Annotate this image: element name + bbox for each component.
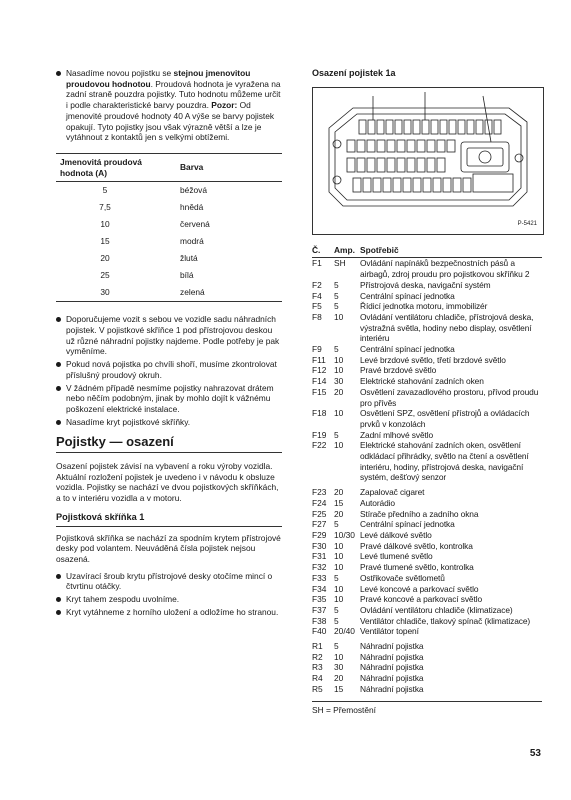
fuse-number: F33 bbox=[312, 572, 327, 583]
fuse-amperage: 20/40 bbox=[334, 626, 355, 637]
section-title: Pojistky — osazení bbox=[56, 437, 282, 453]
fuse-consumer: Zadní mlhové světlo bbox=[360, 429, 434, 440]
fuse-amperage: 5 bbox=[334, 641, 339, 652]
fuse-consumer: Ventilátor chladiče, tlakový spínač (klimatizace) bbox=[360, 615, 531, 626]
fuse-color: modrá bbox=[180, 236, 204, 247]
step-bullet bbox=[56, 607, 282, 618]
fuse-amperage: 5 bbox=[334, 279, 339, 290]
fuse-consumer: Pravé dálkové světlo, kontrolka bbox=[360, 540, 473, 551]
fuse-amperage: 10 bbox=[334, 311, 344, 322]
bullet-dot bbox=[56, 71, 61, 76]
fuse-consumer: Náhradní pojistka bbox=[360, 651, 424, 662]
fuse-consumer: Ovládání ventilátoru chladiče, přístrojová deska, výstražná světla, hodiny nebo display, osvětlení interiéru bbox=[360, 311, 534, 344]
fuse-number: F29 bbox=[312, 529, 327, 540]
fuse-amperage: 15 bbox=[334, 683, 344, 694]
fuse-consumer: Ostřikovače světlometů bbox=[360, 572, 445, 583]
section-paragraph: Osazení pojistek závisí na vybavení a roku výroby vozidla. Aktuální rozložení pojistek je uvedeno i v návodu k obsluze vozidla. Pojistky se nachází ve dvou pojistkových skříňkách, a to v interiéru vozidla a v motoru. bbox=[56, 461, 279, 504]
fuse-amperage: SH bbox=[334, 258, 346, 269]
bullet-dot bbox=[56, 386, 61, 391]
header-number: Č. bbox=[312, 244, 321, 255]
fuse-number: F37 bbox=[312, 604, 327, 615]
fuse-number: F5 bbox=[312, 301, 322, 312]
fuse-notes-list bbox=[56, 314, 282, 427]
fuse-row bbox=[312, 551, 542, 562]
fuse-list bbox=[312, 258, 542, 694]
fuse-amperage: 10 bbox=[334, 440, 344, 451]
page-number: 53 bbox=[529, 748, 541, 759]
bullet-dot bbox=[56, 574, 61, 579]
figure-title: Osazení pojistek 1a bbox=[312, 68, 396, 78]
fuse-amperage: 5 bbox=[334, 290, 339, 301]
fuse-number: F35 bbox=[312, 594, 327, 605]
steps-list bbox=[56, 571, 282, 618]
fuse-number: F32 bbox=[312, 562, 327, 573]
header-consumer: Spotřebič bbox=[360, 244, 399, 255]
note-bullet bbox=[56, 383, 282, 415]
fuse-number: F30 bbox=[312, 540, 327, 551]
fuse-amperage: 10 bbox=[334, 408, 344, 419]
bullet-dot bbox=[56, 362, 61, 367]
fuse-number: F23 bbox=[312, 487, 327, 498]
fuse-amperage: 5 bbox=[334, 615, 339, 626]
fuse-row bbox=[312, 573, 542, 584]
fuse-consumer: Centrální spínací jednotka bbox=[360, 519, 455, 530]
fuse-consumer: Ovládání ventilátoru chladiče (klimatizace) bbox=[360, 604, 513, 615]
fuse-row bbox=[312, 605, 542, 616]
fuse-consumer: Osvětlení SPZ, osvětlení přístrojů a ovládacích prvků v konzolách bbox=[360, 408, 530, 429]
fuse-amperage: 5 bbox=[334, 519, 339, 530]
fuse-table-header bbox=[312, 242, 542, 259]
fuse-amperage: 10/30 bbox=[334, 529, 355, 540]
fuse-number: F11 bbox=[312, 354, 326, 365]
note-bullet-text: Pokud nová pojistka po chvíli shoří, musíme zkontrolovat příslušný proudový okruh. bbox=[66, 359, 277, 380]
note-bullet-text: V žádném případě nesmíme pojistky nahrazovat drátem nebo něčím podobným, jinak by mohlo dojít k vážnému poškození elektrické instalace. bbox=[66, 382, 274, 414]
fuse-amperage: 5 bbox=[334, 429, 339, 440]
fuse-number: F34 bbox=[312, 583, 327, 594]
table-row bbox=[56, 199, 282, 216]
intro-text-prefix: Nasadíme novou pojistku se bbox=[66, 68, 174, 78]
fuse-consumer: Elektrické stahování zadních oken bbox=[360, 376, 484, 387]
note-bullet bbox=[56, 314, 282, 357]
fuse-amperage: 5 bbox=[334, 301, 339, 312]
fuse-consumer: Levé tlumené světlo bbox=[360, 551, 433, 562]
fuse-color: bílá bbox=[180, 270, 194, 281]
fuse-amperage: 5 bbox=[334, 344, 339, 355]
fuse-consumer: Levé dálkové světlo bbox=[360, 529, 432, 540]
fuse-row bbox=[312, 530, 542, 541]
step-bullet bbox=[56, 571, 282, 592]
amperage-value: 20 bbox=[100, 253, 110, 264]
fuse-number: F9 bbox=[312, 344, 322, 355]
fuse-box-drawing bbox=[313, 88, 543, 234]
fuse-number: F1 bbox=[312, 258, 322, 269]
fuse-consumer: Ovládání napínáků bezpečnostních pásů a airbagů, zdroj proudu pro pojistkovou skříňku 2 bbox=[360, 258, 530, 280]
fuse-row bbox=[312, 652, 542, 663]
fuse-consumer: Pravé brzdové světlo bbox=[360, 365, 437, 376]
bullet-dot bbox=[56, 420, 61, 425]
fuse-consumer: Levé brzdové světlo, třetí brzdové světlo bbox=[360, 354, 506, 365]
fuse-amperage: 10 bbox=[334, 562, 344, 573]
fuse-consumer: Levé koncové a parkovací světlo bbox=[360, 583, 479, 594]
fuse-row bbox=[312, 355, 542, 366]
fuse-row bbox=[312, 594, 542, 605]
fuse-number: F4 bbox=[312, 290, 322, 301]
fuse-box-figure bbox=[312, 87, 544, 235]
subsection-title: Pojistková skříňka 1 bbox=[56, 512, 282, 527]
fuse-row bbox=[312, 509, 542, 520]
fuse-color: béžová bbox=[180, 185, 208, 196]
fuse-color: hnědá bbox=[180, 202, 204, 213]
fuse-row bbox=[312, 641, 542, 652]
fuse-row bbox=[312, 673, 542, 684]
intro-bold-1: stejnou jmenovitou proudovou hodnotou bbox=[66, 68, 251, 89]
table-header-value: Jmenovitá proudová hodnota (A) bbox=[56, 153, 154, 181]
fuse-amperage: 10 bbox=[334, 365, 344, 376]
fuse-consumer: Náhradní pojistka bbox=[360, 662, 424, 673]
intro-bullet bbox=[56, 68, 282, 143]
fuse-row bbox=[312, 584, 542, 595]
fuse-amperage: 5 bbox=[334, 572, 339, 583]
fuse-row bbox=[312, 376, 542, 387]
fuse-amperage: 10 bbox=[334, 651, 344, 662]
fuse-amperage: 20 bbox=[334, 508, 344, 519]
fuse-row bbox=[312, 684, 542, 695]
fuse-row bbox=[312, 312, 542, 344]
fuse-number: R1 bbox=[312, 641, 323, 652]
table-row bbox=[56, 182, 282, 200]
fuse-row bbox=[312, 487, 542, 498]
fuse-number: F15 bbox=[312, 386, 327, 397]
fuse-consumer: Autorádio bbox=[360, 497, 395, 508]
fuse-color: zelená bbox=[154, 284, 282, 302]
fuse-amperage: 15 bbox=[334, 497, 344, 508]
step-bullet-text: Kryt vytáhneme z horního uložení a odložíme ho stranou. bbox=[66, 606, 279, 617]
fuse-number: F40 bbox=[312, 626, 327, 637]
amperage-value: 5 bbox=[102, 185, 108, 196]
note-bullet bbox=[56, 417, 282, 428]
fuse-consumer: Stírače předního a zadního okna bbox=[360, 508, 479, 519]
fuse-row bbox=[312, 519, 542, 530]
fuse-row bbox=[312, 258, 542, 279]
table-row bbox=[56, 267, 282, 284]
fuse-consumer: Zapalovač cigaret bbox=[360, 487, 425, 498]
amperage-value: 10 bbox=[100, 219, 110, 230]
fuse-number: F31 bbox=[312, 551, 327, 562]
intro-bold-2: Pozor: bbox=[211, 100, 238, 111]
fuse-consumer: Elektrické stahování zadních oken, osvětlení odkládací přihrádky, světlo na čtení a osvětlení interiéru, hodiny, přístrojová deska, navigační systém, dešťový senzor bbox=[360, 440, 529, 483]
fuse-consumer: Řídicí jednotka motoru, immobilizér bbox=[360, 301, 488, 312]
bullet-dot bbox=[56, 317, 61, 322]
fuse-row bbox=[312, 626, 542, 637]
table-row bbox=[56, 233, 282, 250]
fuse-number: F18 bbox=[312, 408, 327, 419]
fuse-amperage: 20 bbox=[334, 673, 344, 684]
fuse-consumer: Centrální spínací jednotka bbox=[360, 290, 455, 301]
amperage-value: 15 bbox=[100, 236, 110, 247]
left-column bbox=[56, 68, 282, 620]
fuse-consumer: Osvětlení zavazadlového prostoru, přívod proudu pro přívěs bbox=[360, 386, 539, 408]
fuse-amperage: 20 bbox=[334, 487, 344, 498]
fuse-row bbox=[312, 365, 542, 376]
fuse-number: F24 bbox=[312, 497, 327, 508]
step-bullet-text: Uzavírací šroub krytu přístrojové desky otočíme mincí o čtvrtinu otáčky. bbox=[66, 570, 273, 592]
header-amperage: Amp. bbox=[334, 244, 355, 255]
step-bullet-text: Kryt tahem zespodu uvolníme. bbox=[66, 594, 180, 605]
fuse-row bbox=[312, 291, 542, 302]
fuse-row bbox=[312, 562, 542, 573]
fuse-amperage: 10 bbox=[334, 354, 344, 365]
table-row bbox=[56, 284, 282, 302]
fuse-amperage: 10 bbox=[334, 583, 344, 594]
fuse-amperage: 30 bbox=[334, 376, 344, 387]
fuse-row bbox=[312, 344, 542, 355]
fuse-row bbox=[312, 498, 542, 509]
note-bullet-text: Nasadíme kryt pojistkové skříňky. bbox=[66, 416, 191, 427]
fuse-amperage: 30 bbox=[334, 662, 344, 673]
amperage-value: 7,5 bbox=[99, 202, 111, 213]
fuse-amperage: 10 bbox=[334, 551, 344, 562]
fuse-number: F22 bbox=[312, 440, 327, 451]
fuse-number: F2 bbox=[312, 279, 322, 290]
amperage-value: 25 bbox=[100, 270, 110, 281]
intro-text-1: . Proudová hodnota je vyražena na zadní straně pouzdra pojistky. Tuto hodnotu můžeme určit i podle charakteristické barvy pouzdra. bbox=[66, 78, 281, 111]
fuse-number: F38 bbox=[312, 615, 327, 626]
fuse-amperage: 10 bbox=[334, 594, 344, 605]
fuse-row bbox=[312, 387, 542, 408]
fuse-consumer: Náhradní pojistka bbox=[360, 673, 424, 684]
fuse-row bbox=[312, 280, 542, 291]
fuse-number: F8 bbox=[312, 311, 322, 322]
fuse-number: F12 bbox=[312, 365, 327, 376]
fuse-number: F27 bbox=[312, 519, 327, 530]
fuse-color: žlutá bbox=[180, 253, 198, 264]
fuse-row bbox=[312, 430, 542, 441]
fuse-amperage: 20 bbox=[334, 386, 344, 397]
table-row bbox=[56, 250, 282, 267]
fuse-row bbox=[312, 440, 542, 483]
fuse-footnote: SH = Přemostění bbox=[312, 701, 542, 716]
fuse-number: R2 bbox=[312, 651, 323, 662]
fuse-row bbox=[312, 662, 542, 673]
fuse-consumer: Pravé koncové a parkovací světlo bbox=[360, 594, 483, 605]
figure-code: P-5421 bbox=[517, 221, 537, 227]
note-bullet-text: Doporučujeme vozit s sebou ve vozidle sadu náhradních pojistek. V pojistkové skříňce 1 pod přístrojovou deskou už různé náhradní pojistky najdeme. Podle potřeby je pak vyměníme. bbox=[66, 314, 280, 357]
table-header-color: Barva bbox=[154, 153, 282, 181]
fuse-number: F14 bbox=[312, 376, 327, 387]
bullet-dot bbox=[56, 597, 61, 602]
fuse-number: F25 bbox=[312, 508, 327, 519]
fuse-row bbox=[312, 616, 542, 627]
fuse-consumer: Náhradní pojistka bbox=[360, 641, 424, 652]
table-row bbox=[56, 216, 282, 233]
right-column bbox=[312, 68, 542, 715]
fuse-color: červená bbox=[180, 219, 210, 230]
amperage-value: 30 bbox=[56, 284, 154, 302]
subsection-paragraph: Pojistková skříňka se nachází za spodním krytem přístrojové desky pod volantem. Neuváděná čísla pojistek nejsou osazená. bbox=[56, 532, 281, 564]
fuse-number: R3 bbox=[312, 662, 323, 673]
fuse-amperage: 5 bbox=[334, 604, 339, 615]
fuse-number: F19 bbox=[312, 429, 327, 440]
intro-text-2: Od jmenovité proudové hodnoty 40 A výše se barvy pojistek opakují. Tyto pojistky jsou však výrazně větší a lze je vytáhnout z kontaktů jen s velkými obtížemi. bbox=[66, 100, 275, 143]
fuse-consumer: Pravé tlumené světlo, kontrolka bbox=[360, 562, 474, 573]
fuse-consumer: Centrální spínací jednotka bbox=[360, 344, 455, 355]
fuse-consumer: Ventilátor topení bbox=[360, 626, 419, 637]
fuse-row bbox=[312, 301, 542, 312]
fuse-amperage: 10 bbox=[334, 540, 344, 551]
note-bullet bbox=[56, 359, 282, 380]
fuse-consumer: Přístrojová deska, navigační systém bbox=[360, 279, 491, 290]
fuse-number: R4 bbox=[312, 673, 323, 684]
bullet-dot bbox=[56, 610, 61, 615]
fuse-number: R5 bbox=[312, 683, 323, 694]
fuse-row bbox=[312, 541, 542, 552]
step-bullet bbox=[56, 594, 282, 605]
amperage-color-table bbox=[56, 153, 282, 302]
fuse-row bbox=[312, 408, 542, 429]
fuse-consumer: Náhradní pojistka bbox=[360, 683, 424, 694]
